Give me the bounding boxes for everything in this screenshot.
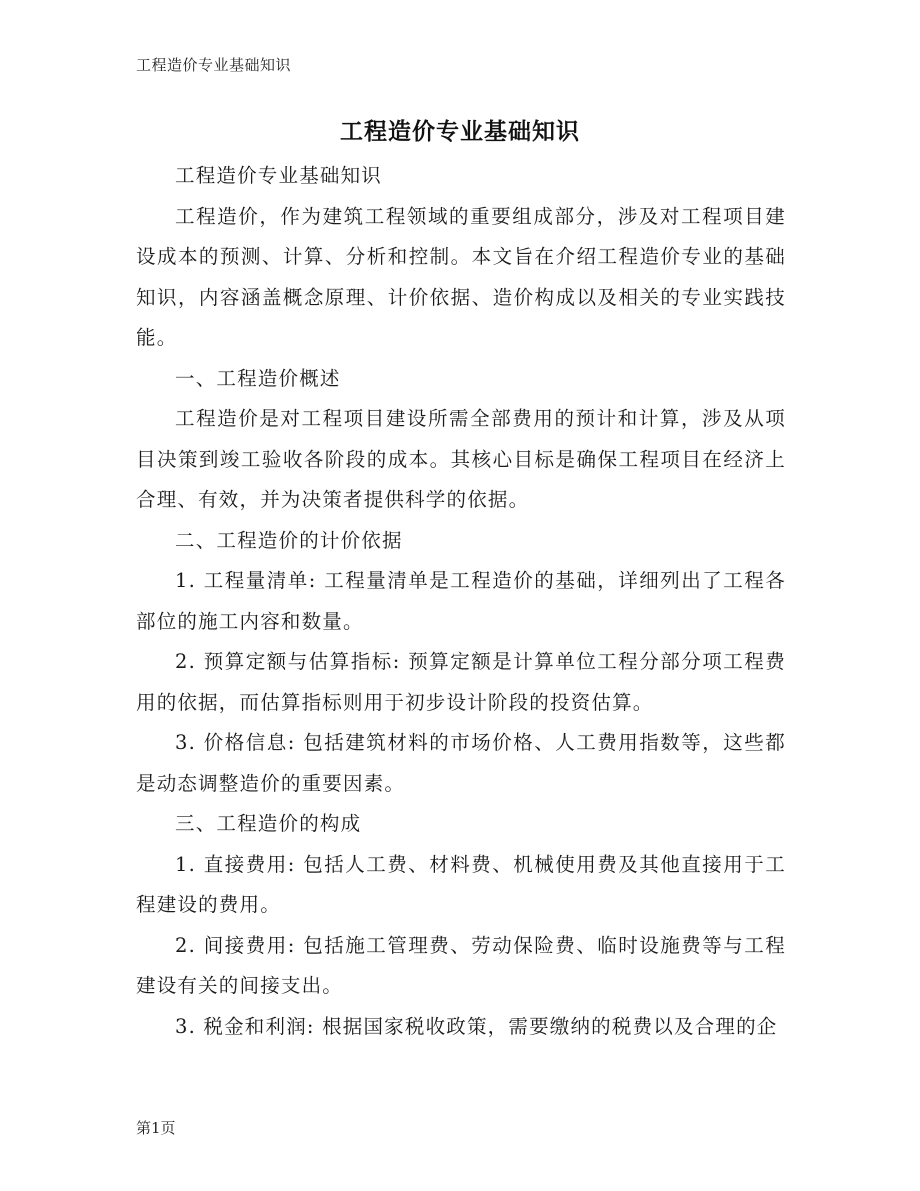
- page-number: 第1页: [136, 1119, 176, 1137]
- section-heading-1: 一、工程造价概述: [175, 366, 341, 390]
- paragraph-overview: 工程造价是对工程项目建设所需全部费用的预计和计算，涉及从项目决策到竣工验收各阶段的成本。其核心目标是确保工程项目在经济上合理、有效，并为决策者提供科学的依据。: [136, 407, 786, 511]
- page-header: 工程造价专业基础知识: [136, 56, 292, 74]
- section-heading-2: 二、工程造价的计价依据: [175, 528, 403, 552]
- section-heading-3: 三、工程造价的构成: [175, 812, 362, 835]
- list-item: 2. 预算定额与估算指标: 预算定额是计算单位工程分部分项工程费用的依据，而估算指标则用于初步设计阶段的投资估算。: [136, 650, 786, 714]
- document-title: 工程造价专业基础知识: [340, 119, 580, 145]
- list-item: 3. 价格信息: 包括建筑材料的市场价格、人工费用指数等，这些都是动态调整造价的重要因素。: [136, 731, 786, 795]
- list-item: 3. 税金和利润: 根据国家税收政策，需要缴纳的税费以及合理的企: [175, 1014, 778, 1038]
- paragraph-intro: 工程造价，作为建筑工程领域的重要组成部分，涉及对工程项目建设成本的预测、计算、分析和控制。本文旨在介绍工程造价专业的基础知识，内容涵盖概念原理、计价依据、造价构成以及相关的专业实践技能。: [136, 204, 786, 349]
- paragraph-subtitle: 工程造价专业基础知识: [175, 164, 383, 187]
- list-item: 1. 工程量清单: 工程量清单是工程造价的基础，详细列出了工程各部位的施工内容和数量。: [136, 569, 786, 633]
- list-item: 1. 直接费用: 包括人工费、材料费、机械使用费及其他直接用于工程建设的费用。: [136, 852, 786, 916]
- list-item: 2. 间接费用: 包括施工管理费、劳动保险费、临时设施费等与工程建设有关的间接支出。: [136, 933, 786, 997]
- document-body: [136, 156, 786, 1047]
